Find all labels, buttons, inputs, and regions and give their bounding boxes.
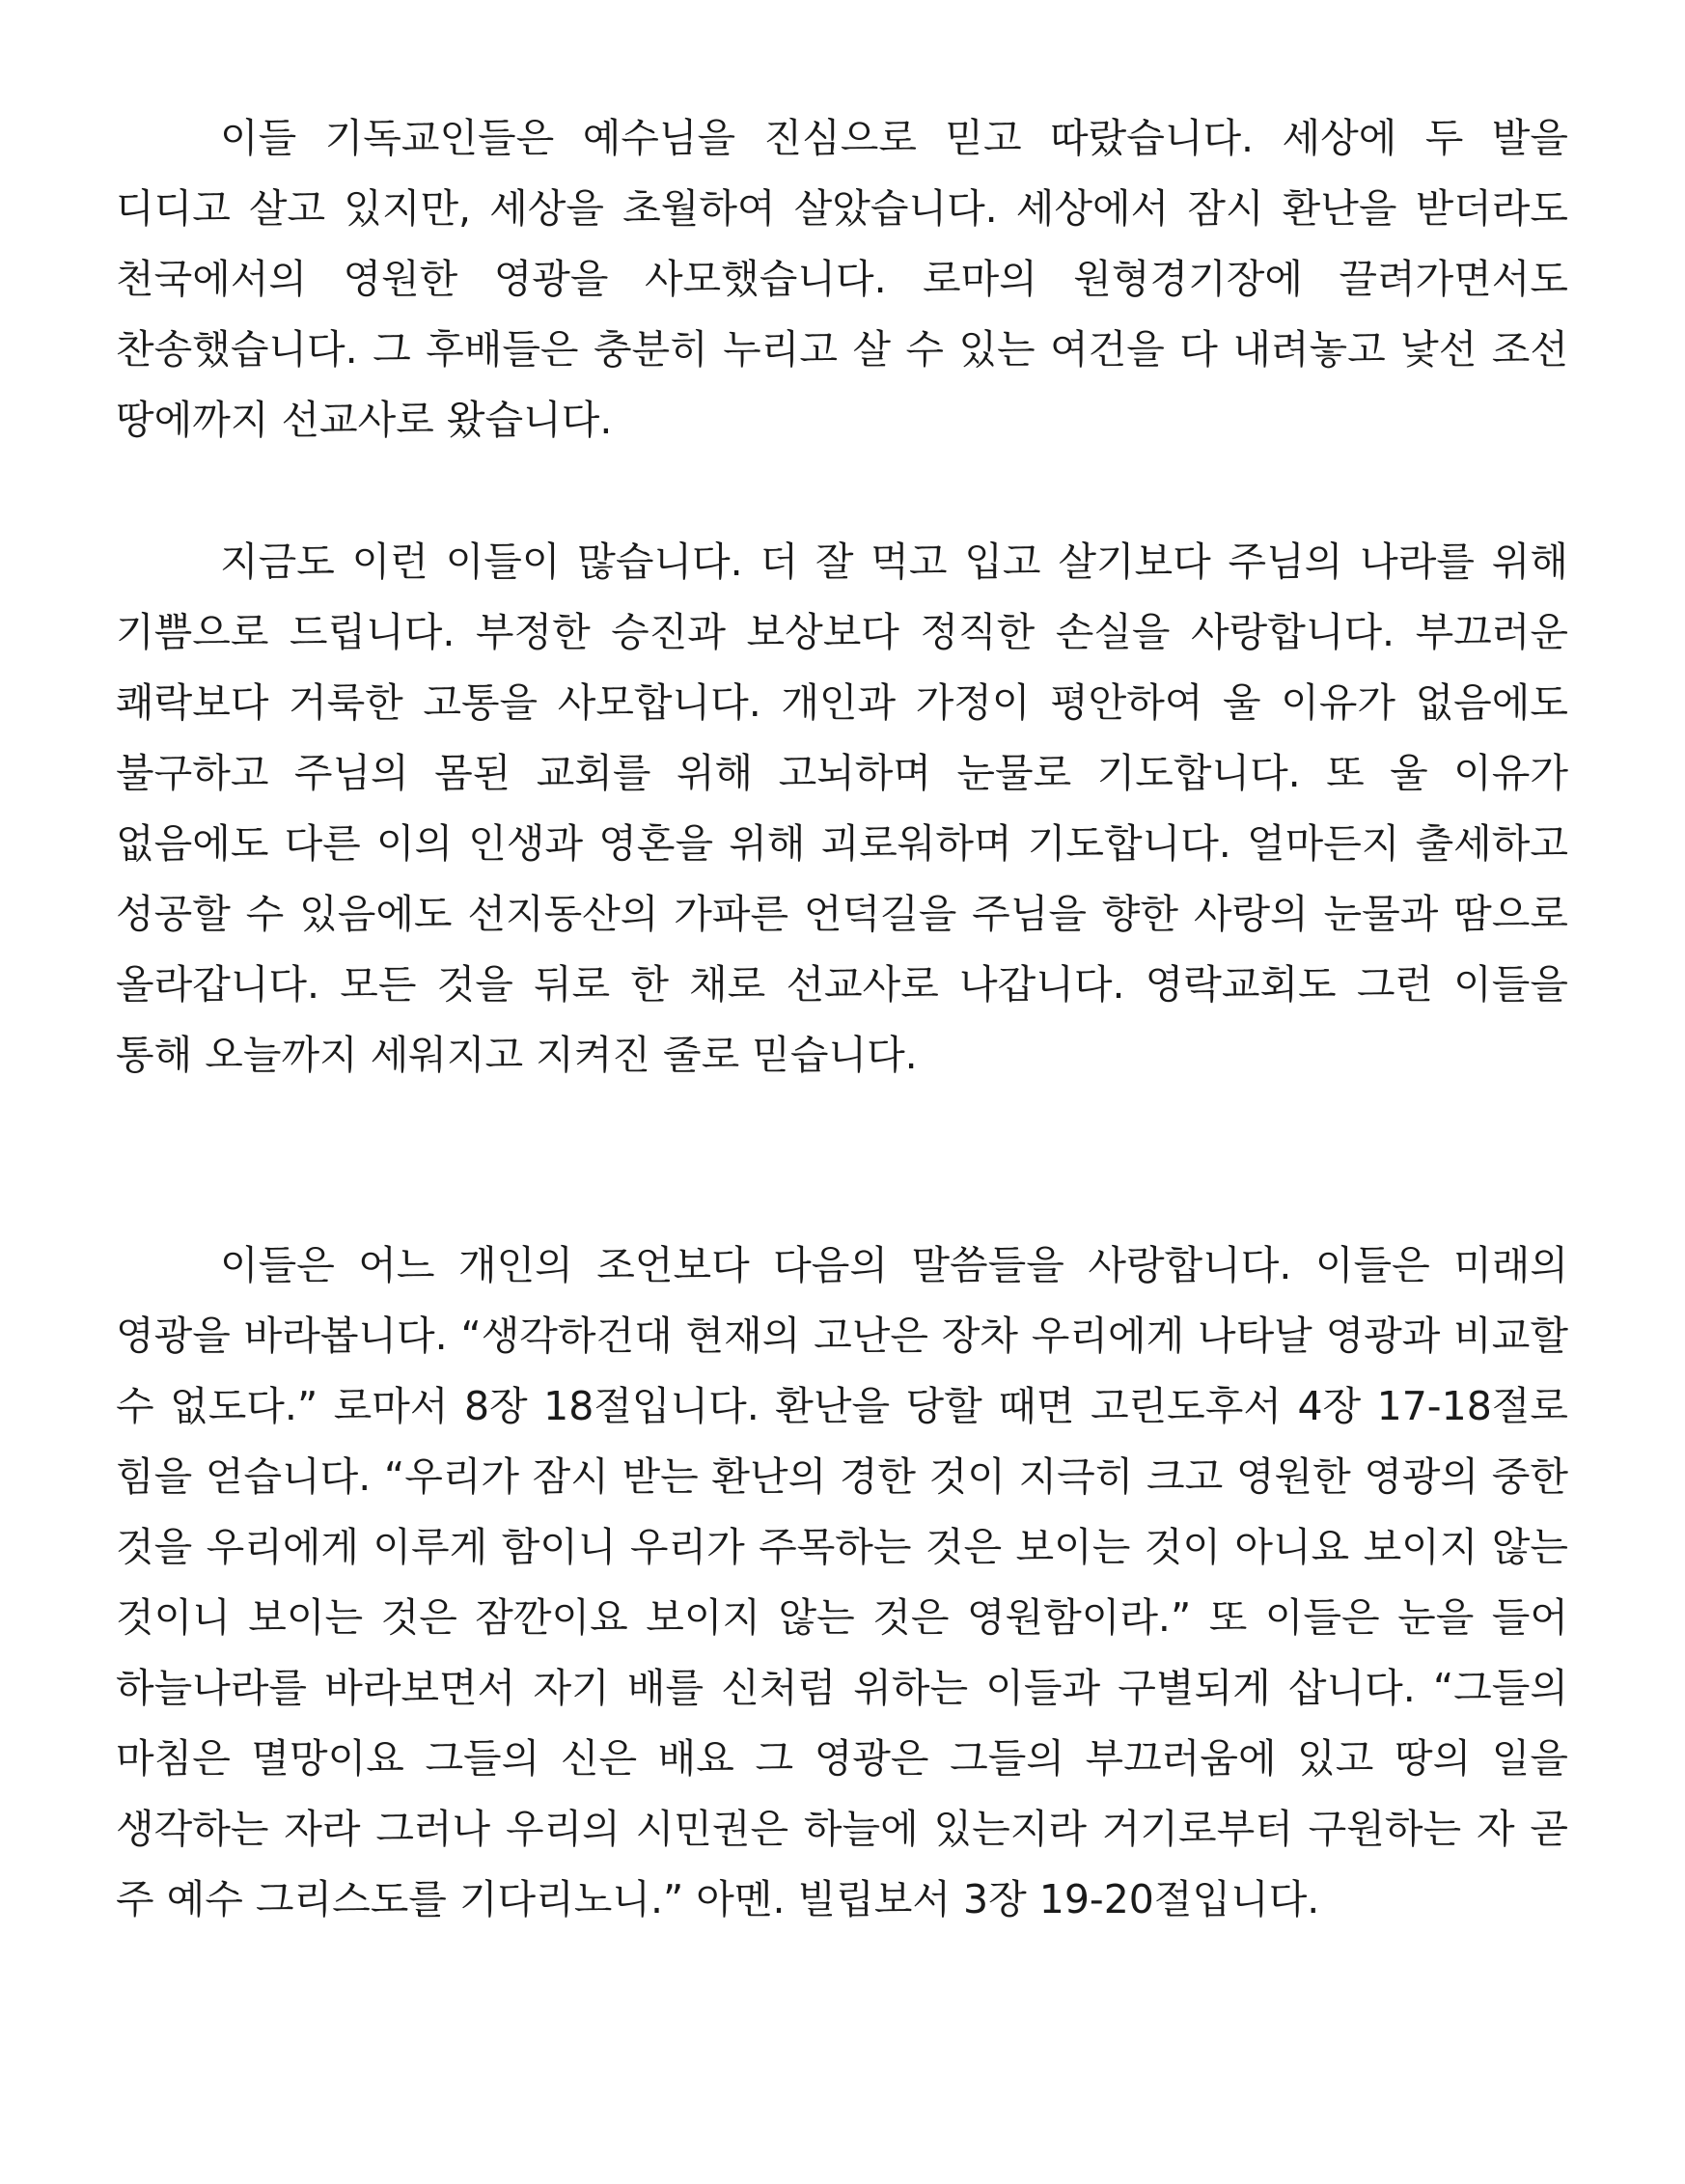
paragraph-1: 이들 기독교인들은 예수님을 진심으로 믿고 따랐습니다. 세상에 두 발을 디디고 살고 있지만, 세상을 초월하여 살았습니다. 세상에서 잠시 환난을 받더라도 천국에서의 영원한 영광을 사모했습니다. 로마의 원형경기장에 끌려가면서도 찬송했습니다. 그 후배들은 충분히 누리고 살 수 있는 여건을 다 내려놓고 낯선 조선 땅에까지 선교사로 왔습니다. bbox=[116, 115, 1568, 443]
paragraph-3: 이들은 어느 개인의 조언보다 다음의 말씀들을 사랑합니다. 이들은 미래의 영광을 바라봅니다. “생각하건대 현재의 고난은 장차 우리에게 나타날 영광과 비교할 수 없도다.” 로마서 8장 18절입니다. 환난을 당할 때면 고린도후서 4장 17-18절로 힘을 얻습니다. “우리가 잠시 받는 환난의 경한 것이 지극히 크고 영원한 영광의 중한 것을 우리에게 이루게 함이니 우리가 주목하는 것은 보이는 것이 아니요 보이지 않는 것이니 보이는 것은 잠깐이요 보이지 않는 것은 영원함이라.” 또 이들은 눈을 들어 하늘나라를 바라보면서 자기 배를 신처럼 위하는 이들과 구별되게 삽니다. “그들의 마침은 멸망이요 그들의 신은 배요 그 영광은 그들의 부끄러움에 있고 땅의 일을 생각하는 자라 그러나 우리의 시민권은 하늘에 있는지라 거기로부터 구원하는 자 곧 주 예수 그리스도를 기다리노니.” 아멘. 빌립보서 3장 19-20절입니다. bbox=[116, 1242, 1568, 1922]
paragraph-2: 지금도 이런 이들이 많습니다. 더 잘 먹고 입고 살기보다 주님의 나라를 위해 기쁨으로 드립니다. 부정한 승진과 보상보다 정직한 손실을 사랑합니다. 부끄러운 쾌락보다 거룩한 고통을 사모합니다. 개인과 가정이 평안하여 울 이유가 없음에도 불구하고 주님의 몸된 교회를 위해 고뇌하며 눈물로 기도합니다. 또 울 이유가 없음에도 다른 이의 인생과 영혼을 위해 괴로워하며 기도합니다. 얼마든지 출세하고 성공할 수 있음에도 선지동산의 가파른 언덕길을 주님을 향한 사랑의 눈물과 땀으로 올라갑니다. 모든 것을 뒤로 한 채로 선교사로 나갑니다. 영락교회도 그런 이들을 통해 오늘까지 세워지고 지켜진 줄로 믿습니다. bbox=[116, 539, 1568, 1078]
